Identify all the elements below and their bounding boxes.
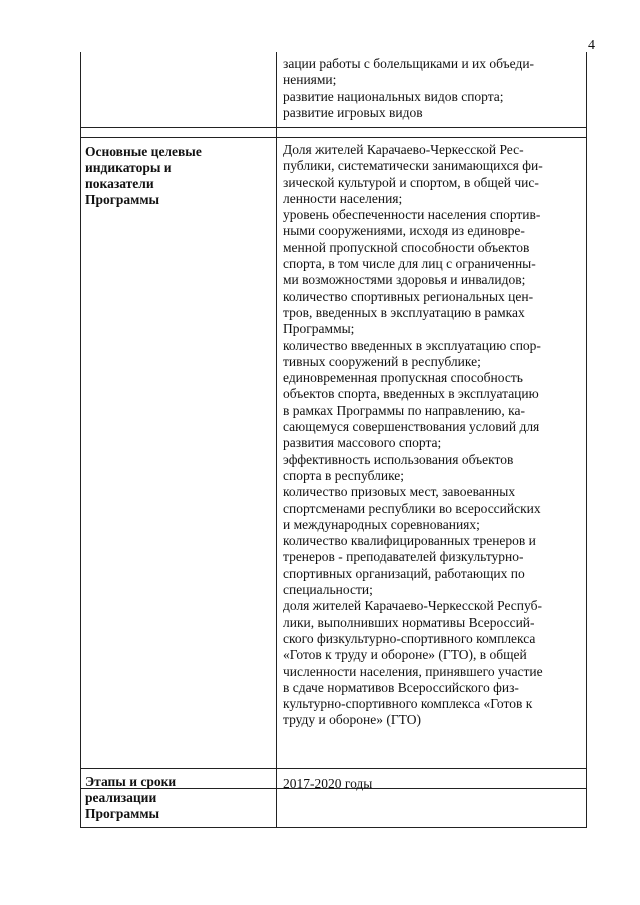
text-line: количество призовых мест, завоеванных <box>283 484 516 500</box>
text-line: количество квалифицированных тренеров и <box>283 533 536 549</box>
row-divider <box>81 768 586 769</box>
text-line: ленности населения; <box>283 190 403 206</box>
text-line: Доля жителей Карачаево-Черкесской Рес- <box>283 142 524 157</box>
text-line: публики, систематически занимающихся фи- <box>283 158 543 174</box>
text-line: 2017-2020 годы <box>283 776 373 791</box>
text-line: спорта, в том числе для лиц с ограниченны- <box>283 256 536 272</box>
text-line: уровень обеспеченности населения спортив- <box>283 207 541 223</box>
text-line: тров, введенных в эксплуатацию в рамках <box>283 304 525 320</box>
heading-line: Этапы и сроки <box>85 774 177 789</box>
text-line: труду и обороне» (ГТО) <box>283 712 421 728</box>
text-line: тренеров - преподавателей физкультурно- <box>283 549 524 565</box>
text-line: специальности; <box>283 582 373 598</box>
text-line: ми возможностями здоровья и инвалидов; <box>283 272 526 288</box>
text-line: объектов спорта, введенных в эксплуатацию <box>283 386 539 402</box>
heading-line: Программы <box>85 192 160 207</box>
text-line: нениями; <box>283 72 337 88</box>
row2-heading-cell <box>85 144 265 208</box>
text-line: «Готов к труду и обороне» (ГТО), в общей <box>283 647 527 663</box>
text-line: ными сооружениями, исходя из единовре- <box>283 223 525 239</box>
text-line: спорта в республике; <box>283 467 405 483</box>
program-table <box>80 52 587 828</box>
text-line: сающемуся совершенствования условий для <box>283 419 540 435</box>
text-line: количество спортивных региональных цен- <box>283 288 534 304</box>
heading-line: показатели <box>85 176 154 191</box>
row3-heading-cell <box>85 774 265 822</box>
page-number: 4 <box>588 38 595 53</box>
text-line: лики, выполнивших нормативы Всероссий- <box>283 614 535 630</box>
text-line: спортсменами республики во всероссийских <box>283 500 541 516</box>
text-line: зической культурой и спортом, в общей чис- <box>283 174 539 190</box>
row2-content-cell <box>283 142 583 729</box>
text-line: развитие национальных видов спорта; <box>283 88 504 104</box>
text-line: Программы; <box>283 321 355 337</box>
text-line: и международных соревнованиях; <box>283 516 480 532</box>
row3-content-cell <box>283 776 583 792</box>
text-line: зации работы с болельщиками и их объеди- <box>283 56 535 71</box>
row1-content-cell <box>283 56 583 121</box>
heading-line: индикаторы и <box>85 160 172 175</box>
text-line: развитие игровых видов <box>283 104 423 120</box>
text-line: спортивных организаций, работающих по <box>283 565 525 581</box>
text-line: в сдаче нормативов Всероссийского физ- <box>283 679 519 695</box>
text-line: в рамках Программы по направлению, ка- <box>283 402 525 418</box>
text-line: тивных сооружений в республике; <box>283 353 481 369</box>
text-line: численности населения, принявшего участие <box>283 663 543 679</box>
heading-line: Основные целевые <box>85 144 202 159</box>
text-line: количество введенных в эксплуатацию спор- <box>283 337 541 353</box>
row-divider <box>81 127 586 128</box>
text-line: ского физкультурно-спортивного комплекса <box>283 630 536 646</box>
column-divider <box>276 52 277 827</box>
text-line: культурно-спортивного комплекса «Готов к <box>283 696 533 712</box>
text-line: доля жителей Карачаево-Черкесской Респуб- <box>283 598 542 614</box>
text-line: эффективность использования объектов <box>283 451 514 467</box>
heading-line: реализации <box>85 790 157 805</box>
row-divider <box>81 137 586 138</box>
heading-line: Программы <box>85 806 160 821</box>
text-line: развития массового спорта; <box>283 435 442 451</box>
text-line: единовременная пропускная способность <box>283 370 523 386</box>
text-line: менной пропускной способности объектов <box>283 239 530 255</box>
